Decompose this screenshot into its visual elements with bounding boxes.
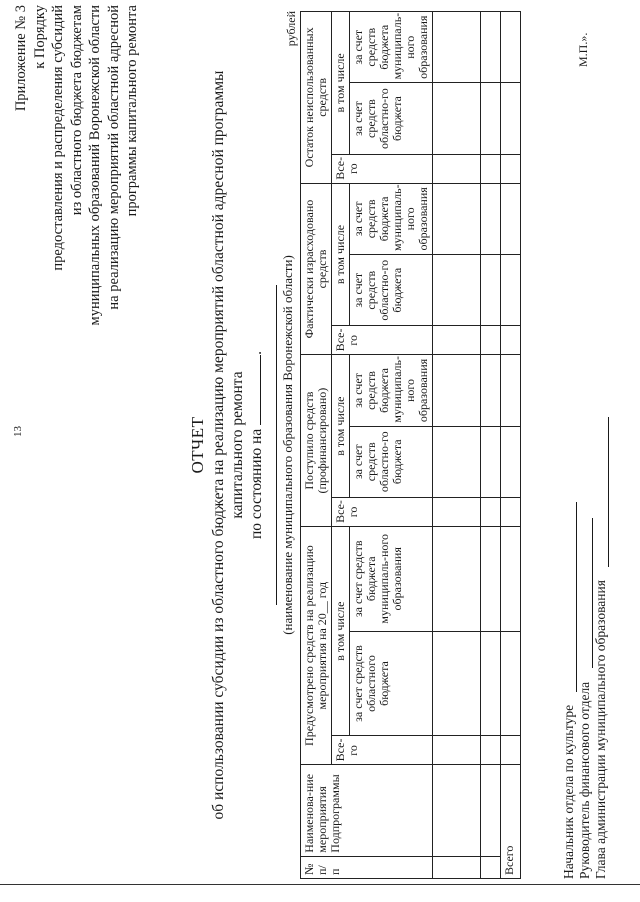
- table-cell: [481, 856, 501, 878]
- table-cell: [433, 255, 481, 326]
- report-sheet: [8, 5, 628, 885]
- spent-total-header: Все-го: [332, 326, 433, 355]
- group-received-header: Поступило средств (профинансировано): [301, 355, 332, 527]
- remaining-including-header: в том числе: [332, 12, 350, 155]
- table-cell: [481, 736, 501, 765]
- table-cell: [433, 426, 481, 497]
- table-cell: [501, 631, 521, 736]
- appendix-line: из областного бюджета бюджетам: [68, 5, 85, 216]
- table-cell: [481, 183, 501, 254]
- table-cell: [433, 497, 481, 526]
- received-total-header: Все-го: [332, 497, 433, 526]
- table-cell: [501, 255, 521, 326]
- seal-place: М.П.».: [576, 32, 590, 67]
- table-cell: [501, 12, 521, 83]
- page-number: 13: [12, 426, 24, 437]
- table-cell: [501, 736, 521, 765]
- admin-signature-line: [608, 417, 609, 567]
- table-cell: [481, 497, 501, 526]
- signature-culture: [561, 11, 577, 879]
- appendix-line: программы капитального ремонта: [124, 5, 140, 217]
- planned-including-header: в том числе: [332, 526, 350, 735]
- header-row-1: [301, 12, 332, 879]
- signature-admin: [593, 11, 609, 879]
- table-cell: [433, 631, 481, 736]
- table-cell: [433, 526, 481, 631]
- culture-head-label: Начальник отдела по культуре: [561, 704, 576, 879]
- municipality-blank: [276, 285, 277, 605]
- municipality-caption: [276, 5, 297, 885]
- col-number-header: № п/п: [301, 856, 433, 878]
- table-cell: [501, 526, 521, 631]
- table-cell: [501, 426, 521, 497]
- grand-total-label: Всего: [501, 765, 521, 879]
- remaining-municipal-header: за счет средств бюджета муниципаль-ного образования: [350, 12, 433, 83]
- remaining-regional-header: за счет средств областно-го бюджета: [350, 83, 433, 154]
- table-cell: [501, 355, 521, 426]
- date-blank: [260, 355, 261, 425]
- spent-municipal-header: за счет средств бюджета муниципаль-ного образования: [350, 183, 433, 254]
- date-dot: .: [248, 351, 265, 355]
- as-of-label: по состоянию на: [248, 428, 265, 539]
- planned-total-header: Все-го: [332, 736, 433, 765]
- table-cell: [433, 736, 481, 765]
- table-cell: [481, 326, 501, 355]
- title-line-3: [247, 5, 266, 885]
- table-cell: [433, 326, 481, 355]
- header-row-2: [332, 12, 350, 879]
- report-title: [188, 5, 297, 885]
- table-cell: [481, 255, 501, 326]
- appendix-line: к Порядку: [31, 5, 48, 69]
- table-cell: [433, 12, 481, 83]
- table-cell: [481, 154, 501, 183]
- appendix-line: Приложение № 3: [13, 5, 29, 112]
- table-cell: [433, 154, 481, 183]
- title-line-2: капитального ремонта: [229, 371, 246, 519]
- planned-regional-header: за счет средств областного бюджета: [350, 631, 433, 736]
- group-spent-header: Фактически израсходовано средств: [301, 183, 332, 355]
- appendix-line: предоставления и распределения субсидий: [50, 5, 66, 271]
- remaining-total-header: Все-го: [332, 154, 433, 183]
- appendix-line: на реализацию мероприятий областной адресной: [105, 5, 122, 310]
- table-cell: [481, 12, 501, 83]
- table-row: [433, 12, 481, 879]
- table-cell: [433, 83, 481, 154]
- table-cell: [481, 83, 501, 154]
- received-municipal-header: за счет средств бюджета муниципаль-ного образования: [350, 355, 433, 426]
- currency-unit: рублей: [284, 11, 298, 47]
- group-remaining-header: Остаток неиспользованных средств: [301, 12, 332, 184]
- table-cell: [481, 631, 501, 736]
- table-cell: [501, 83, 521, 154]
- table-cell: [433, 183, 481, 254]
- table-cell: [501, 326, 521, 355]
- table-cell: [433, 765, 481, 856]
- document-name: ОТЧЕТ: [188, 416, 207, 474]
- municipality-caption-text: (наименование муниципального образования Воронежской области): [280, 255, 295, 635]
- col-name-header: Наименова-ние мероприятия Подпрограммы: [301, 765, 433, 856]
- table-cell: [433, 355, 481, 426]
- report-table: [300, 11, 521, 879]
- table-cell: [501, 183, 521, 254]
- appendix-line: муниципальных образований Воронежской области: [87, 5, 103, 326]
- table-row: [481, 12, 501, 879]
- signature-block: [561, 11, 609, 879]
- title-line-1: об использовании субсидии из областного бюджета на реализацию мероприятий областной адресной программы: [210, 70, 227, 820]
- received-including-header: в том числе: [332, 355, 350, 498]
- spent-regional-header: за счет средств областно-го бюджета: [350, 255, 433, 326]
- admin-head-label: Глава администрации муниципального образования: [593, 580, 608, 879]
- spent-including-header: в том числе: [332, 183, 350, 326]
- signature-finance: [577, 11, 593, 879]
- table-cell: [501, 497, 521, 526]
- table-cell: [433, 856, 481, 878]
- table-cell: [481, 426, 501, 497]
- appendix-header: [12, 5, 142, 365]
- table-cell: [481, 526, 501, 631]
- table-cell: [501, 154, 521, 183]
- planned-municipal-header: за счет средств бюджета муниципаль-ного образования: [350, 526, 433, 631]
- grand-total-row: [501, 12, 521, 879]
- received-regional-header: за счет средств областно-го бюджета: [350, 426, 433, 497]
- table-cell: [481, 355, 501, 426]
- finance-head-label: Руководитель финансового отдела: [577, 681, 592, 879]
- table-cell: [481, 765, 501, 856]
- group-planned-header: Предусмотрено средств на реализацию мероприятия на 20__ год: [301, 526, 332, 764]
